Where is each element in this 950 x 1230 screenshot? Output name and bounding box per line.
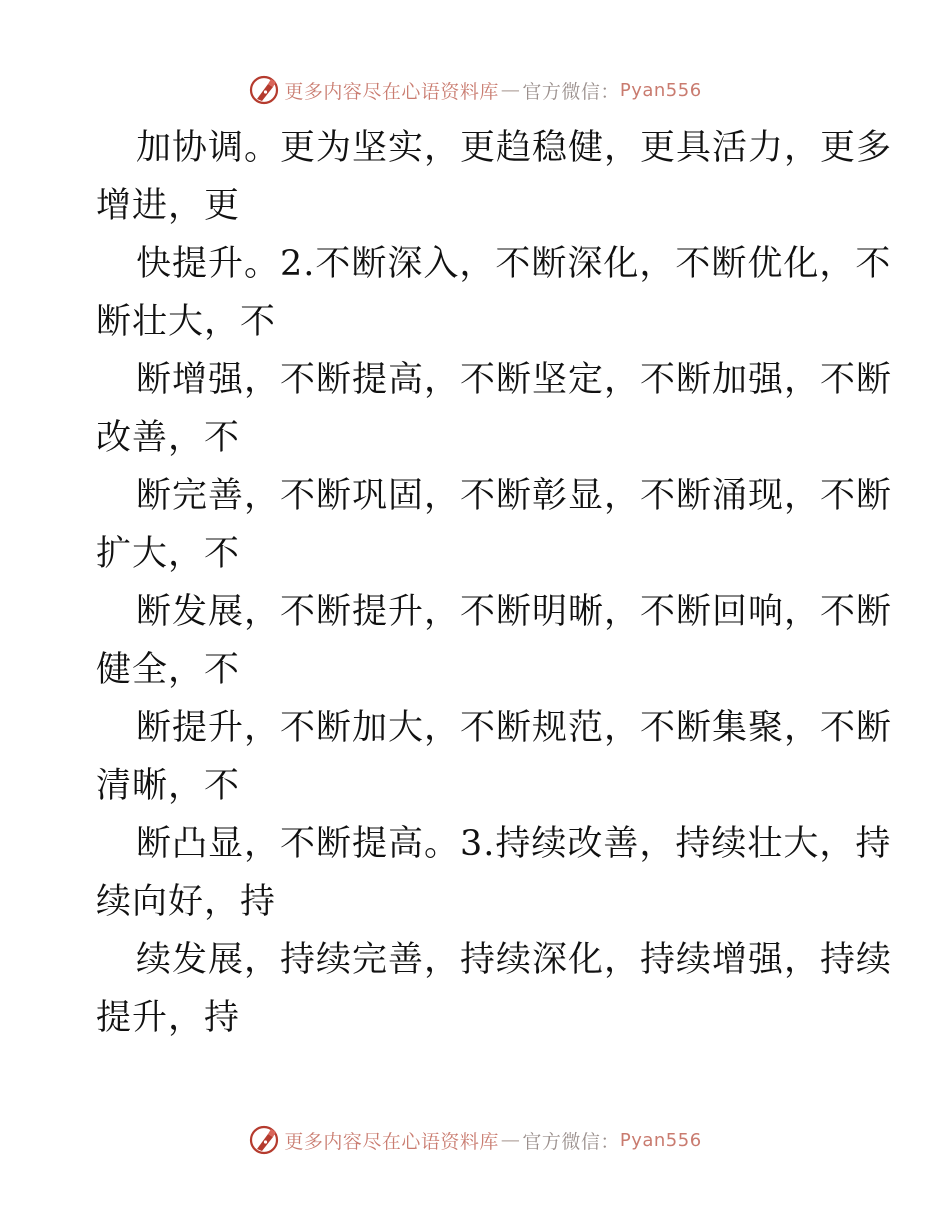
footer-watermark bbox=[0, 1120, 950, 1160]
paragraph-line: 增进，更 bbox=[96, 186, 241, 226]
paragraph-line: 健全，不 bbox=[96, 650, 241, 690]
watermark-separator: — bbox=[500, 79, 521, 101]
paragraph-line: 断发展，不断提升，不断明晰，不断回响，不断 bbox=[136, 592, 893, 632]
header-watermark bbox=[0, 70, 950, 110]
paragraph-line: 续发展，持续完善，持续深化，持续增强，持续 bbox=[136, 940, 893, 980]
paragraph-line: 断提升，不断加大，不断规范，不断集聚，不断 bbox=[136, 708, 893, 748]
pen-nib-logo-icon bbox=[248, 1124, 280, 1156]
paragraph-line: 断壮大，不 bbox=[96, 302, 277, 342]
paragraph-line: 续向好，持 bbox=[96, 882, 277, 922]
pen-nib-logo-icon bbox=[248, 74, 280, 106]
paragraph bbox=[96, 351, 893, 467]
paragraph-line: 扩大，不 bbox=[96, 534, 241, 574]
paragraph-line: 加协调。更为坚实，更趋稳健，更具活力，更多 bbox=[136, 128, 893, 168]
watermark-label: 官方微信： bbox=[522, 80, 620, 103]
document-body bbox=[96, 119, 893, 1047]
watermark-id: Pyan556 bbox=[619, 79, 702, 101]
paragraph-line: 断增强，不断提高，不断坚定，不断加强，不断 bbox=[136, 360, 893, 400]
watermark-id: Pyan556 bbox=[619, 1129, 702, 1151]
paragraph-line: 改善，不 bbox=[96, 418, 241, 458]
paragraph-line: 断凸显，不断提高。3.持续改善，持续壮大，持 bbox=[136, 824, 892, 864]
watermark-text: 更多内容尽在心语资料库 bbox=[284, 80, 499, 103]
paragraph bbox=[96, 699, 893, 815]
watermark-label: 官方微信： bbox=[522, 1130, 620, 1153]
paragraph-line: 提升，持 bbox=[96, 998, 241, 1038]
paragraph bbox=[96, 815, 892, 931]
paragraph bbox=[96, 467, 893, 583]
paragraph-line: 断完善，不断巩固，不断彰显，不断涌现，不断 bbox=[136, 476, 893, 516]
paragraph-line: 清晰，不 bbox=[96, 766, 241, 806]
paragraph bbox=[96, 583, 893, 699]
paragraph bbox=[96, 235, 892, 351]
watermark-separator: — bbox=[500, 1129, 521, 1151]
watermark-text: 更多内容尽在心语资料库 bbox=[284, 1130, 499, 1153]
paragraph bbox=[96, 119, 893, 235]
paragraph bbox=[96, 931, 893, 1047]
paragraph-line: 快提升。2.不断深入，不断深化，不断优化，不 bbox=[136, 244, 892, 284]
